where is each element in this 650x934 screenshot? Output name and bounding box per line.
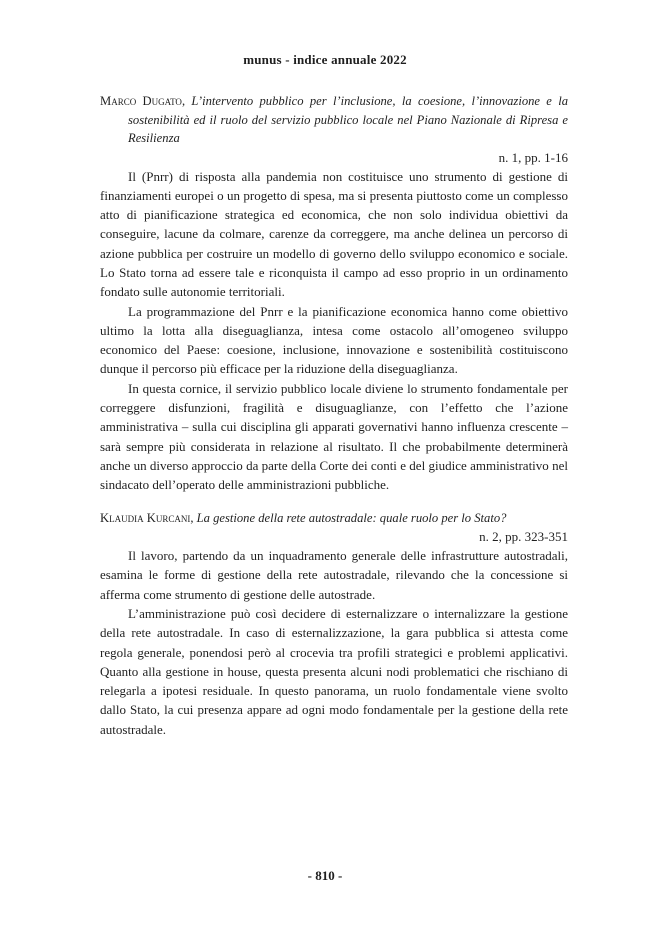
entry-reference: n. 2, pp. 323-351: [479, 529, 568, 545]
entry-author: Klaudia Kurcani: [100, 510, 191, 525]
index-entry: [100, 92, 568, 495]
entry-reference: n. 1, pp. 1-16: [498, 149, 568, 165]
abstract-paragraph: L’amministrazione può così decidere di esternalizzare o internalizzare la gestione della rete autostradale. In caso di esternalizzazione, la gara pubblica si attesta come regola generale, ponendosi però al crocevia tra profili strategici e problemi applicativi. Quanto alla gestione in house, questa presenta alcuni nodi problematici che rischiano di relegarla a ipotesi residuale. In questo panorama, un ruolo fondamentale viene svolto dallo Stato, la cui presenza appare ad ogni modo fondamentale per la gestione della rete autostradale.: [100, 605, 568, 737]
index-entries: [100, 92, 568, 753]
entry-separator: ,: [190, 510, 197, 525]
entry-heading: [100, 509, 568, 528]
entry-title: La gestione della rete autostradale: quale ruolo per lo Stato?: [196, 510, 507, 525]
entry-title: L’intervento pubblico per l’inclusione, la coesione, l’innovazione e la sostenibilità ed il ruolo del servizio pubblico locale nel Piano Nazionale di Ripresa e Resilienza: [128, 94, 568, 145]
running-head: munus - indice annuale 2022: [243, 52, 407, 67]
page-number: - 810 -: [307, 868, 343, 883]
abstract-paragraph: Il (Pnrr) di risposta alla pandemia non costituisce uno strumento di gestione di finanziamenti europei o un progetto di spesa, ma si presenta piuttosto come un complesso atto di pianificazione strategica ed economica, che non solo individua obiettivi da conseguire, lacune da colmare, carenze da correggere, ma anche delinea un percorso di azione pubblica per costruire un modello di governo dello sviluppo economico e sociale. Lo Stato torna ad essere tale e riconquista il campo ad esso proprio in un ordinamento fondato sulle autonomie territoriali.: [100, 168, 568, 300]
index-entry: [100, 509, 568, 739]
entry-heading: [100, 92, 568, 148]
abstract-paragraph: La programmazione del Pnrr e la pianificazione economica hanno come obiettivo ultimo la lotta alla diseguaglianza, intesa come ostacolo all’omogeneo sviluppo economico del Paese: coesione, inclusione, innovazione e sostenibilità costituiscono dunque il percorso più efficace per la riduzione della diseguaglianza.: [100, 303, 568, 377]
entry-author: Marco Dugato: [100, 94, 182, 108]
abstract-paragraph: In questa cornice, il servizio pubblico locale diviene lo strumento fondamentale per correggere disfunzioni, fragilità e disuguaglianze, con l’effetto che l’azione amministrativa – sulla cui disciplina gli apparati governativi hanno influenza crescente – sarà sempre più considerata in relazione al risultato. Il che probabilmente determinerà anche un diverso approccio da parte della Corte dei conti e del giudice amministrativo nel sindacato dell’operato delle amministrazioni pubbliche.: [100, 380, 568, 493]
abstract-paragraph: Il lavoro, partendo da un inquadramento generale delle infrastrutture autostradali, esamina le forme di gestione della rete autostradale, rilevando che la concessione si afferma come strumento di gestione delle autostrade.: [100, 548, 568, 602]
entry-separator: ,: [181, 94, 192, 108]
